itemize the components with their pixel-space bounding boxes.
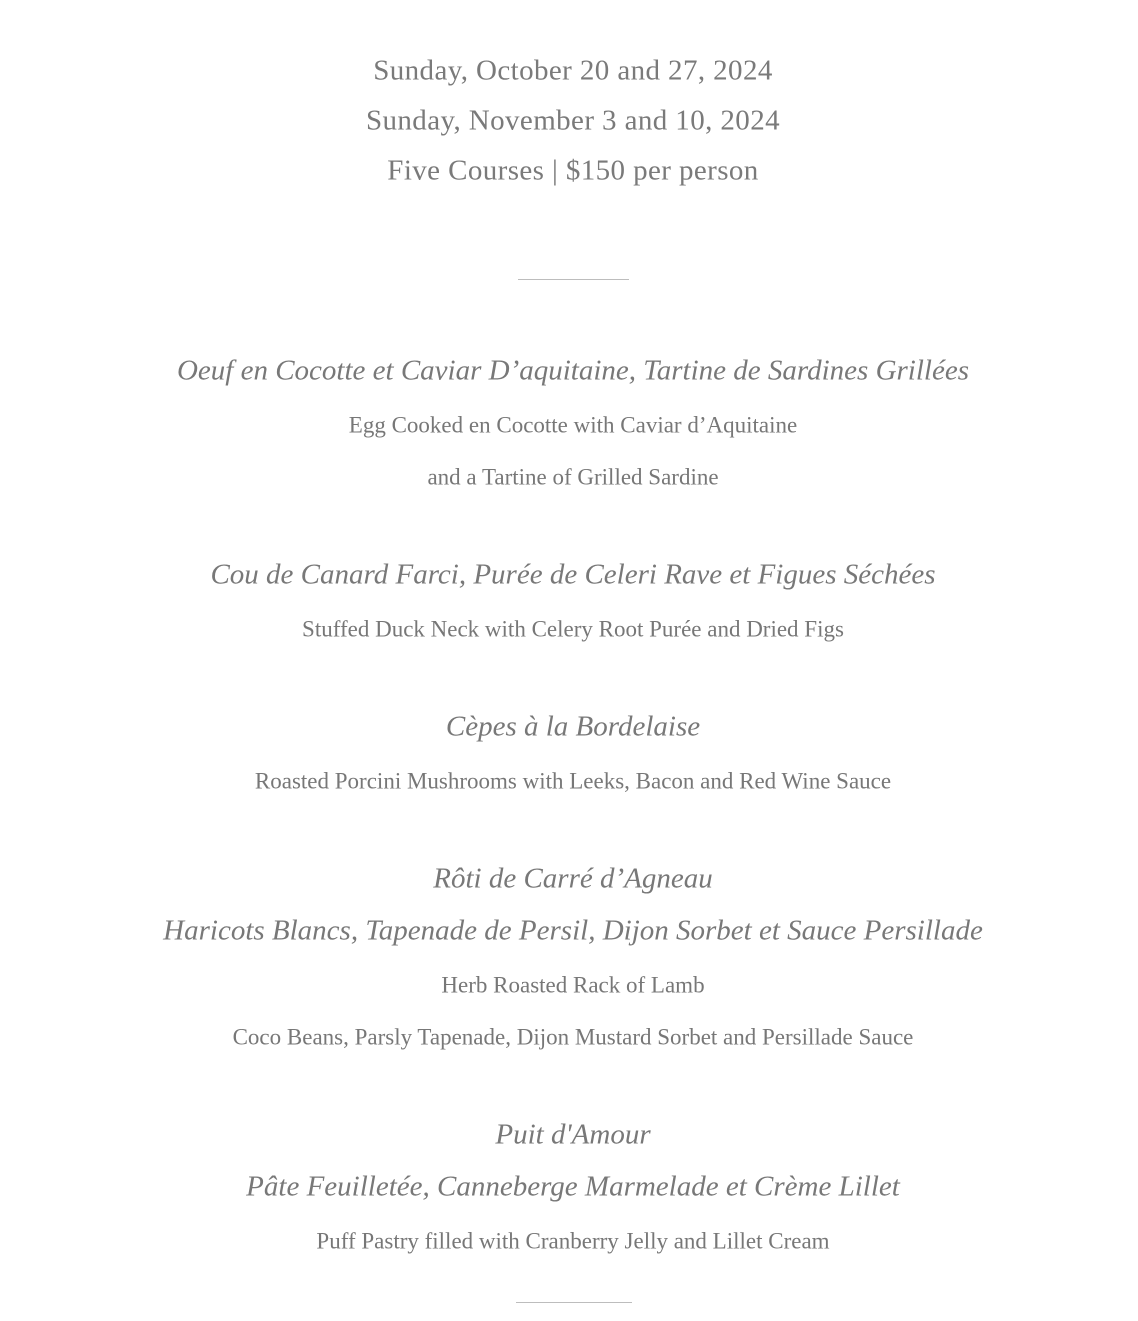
course-english-description: Puff Pastry filled with Cranberry Jelly and Lillet Cream xyxy=(316,1228,830,1254)
divider-top xyxy=(518,279,629,280)
course-french-title: Puit d'Amour xyxy=(495,1118,651,1151)
divider-bottom xyxy=(516,1302,632,1303)
dates-line-2: Sunday, November 3 and 10, 2024 xyxy=(365,104,781,137)
course-english-description: Coco Beans, Parsly Tapenade, Dijon Mustard Sorbet and Persillade Sauce xyxy=(232,1024,914,1050)
course-french-title: Rôti de Carré d’Agneau xyxy=(433,862,713,895)
course-english-description: and a Tartine of Grilled Sardine xyxy=(427,464,719,490)
price-line: Five Courses | $150 per person xyxy=(387,154,759,187)
course-english-description: Roasted Porcini Mushrooms with Leeks, Bacon and Red Wine Sauce xyxy=(254,768,892,794)
course-french-title: Oeuf en Cocotte et Caviar D’aquitaine, Tartine de Sardines Grillées xyxy=(176,354,970,387)
course-french-subtitle: Pâte Feuilletée, Canneberge Marmelade et Crème Lillet xyxy=(246,1170,900,1203)
course-english-description: Egg Cooked en Cocotte with Caviar d’Aquitaine xyxy=(348,412,798,438)
dates-line-1: Sunday, October 20 and 27, 2024 xyxy=(373,54,773,87)
course-french-subtitle: Haricots Blancs, Tapenade de Persil, Dijon Sorbet et Sauce Persillade xyxy=(163,914,983,947)
course-english-description: Herb Roasted Rack of Lamb xyxy=(441,972,705,998)
course-french-title: Cou de Canard Farci, Purée de Celeri Rave et Figues Séchées xyxy=(210,558,936,591)
course-french-title: Cèpes à la Bordelaise xyxy=(445,710,701,743)
course-english-description: Stuffed Duck Neck with Celery Root Purée and Dried Figs xyxy=(302,616,844,642)
